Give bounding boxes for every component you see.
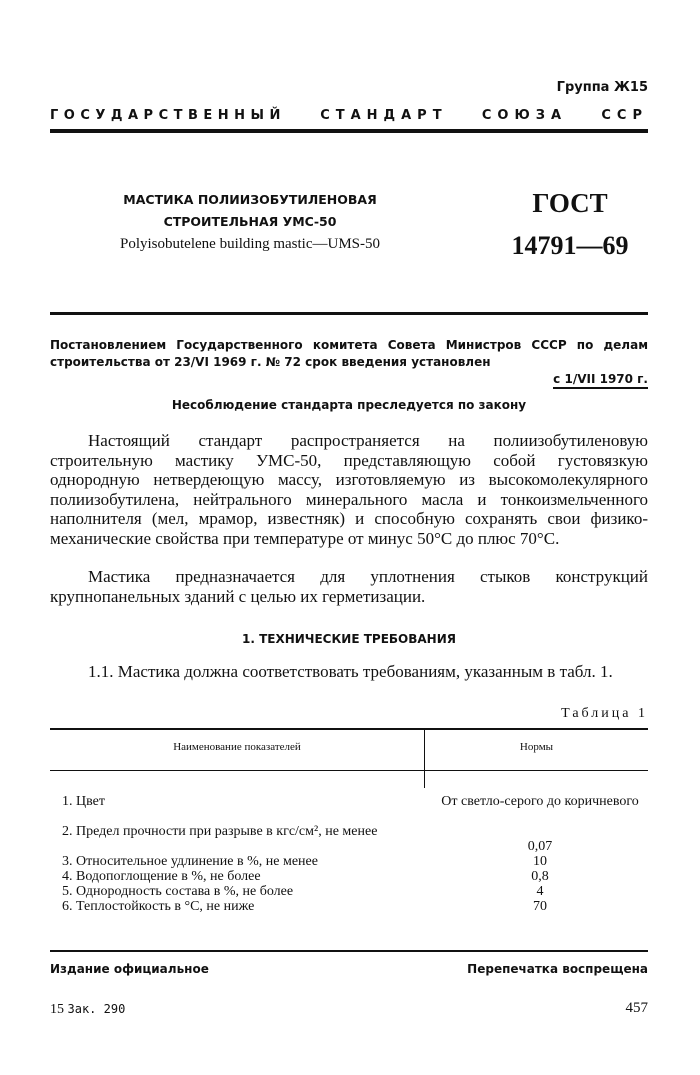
footer-rule xyxy=(50,950,648,952)
purpose-paragraph xyxy=(50,567,648,606)
column-header-name: Наименование показателей xyxy=(173,741,301,753)
table-column-divider xyxy=(424,730,425,788)
row-name: 4. Водопоглощение в %, не более xyxy=(62,869,261,884)
row-name: 6. Теплостойкость в °С, не ниже xyxy=(62,899,255,914)
header-rule xyxy=(50,129,648,133)
banner-word: ССР xyxy=(601,108,648,123)
table-header-rule xyxy=(50,770,648,771)
english-title: Polyisobutelene building mastic—UMS-50 xyxy=(120,236,380,252)
column-header-norms: Нормы xyxy=(519,741,554,753)
order-number: Зак. 290 xyxy=(67,1002,126,1016)
title-line-1: МАСТИКА ПОЛИИЗОБУТИЛЕНОВАЯ xyxy=(123,192,377,207)
page-number: 457 xyxy=(625,1000,648,1016)
requirements-table xyxy=(50,728,648,924)
banner-word: СТАНДАРТ xyxy=(320,108,448,123)
effective-date: с 1/VII 1970 г. xyxy=(553,372,648,389)
table-label: Таблица 1 xyxy=(561,706,648,721)
row-value: 10 xyxy=(533,854,547,869)
decree-text: Постановлением Государственного комитета Совета Министров СССР по делам строительства от 23/VI 1969 г. № 72 срок введения установлен xyxy=(50,338,648,369)
row-name: 1. Цвет xyxy=(62,794,105,809)
standard-banner xyxy=(50,108,648,123)
gost-label: ГОСТ xyxy=(532,188,608,218)
gost-number: 14791—69 xyxy=(511,231,629,260)
title-line-2: СТРОИТЕЛЬНАЯ УМС-50 xyxy=(163,214,337,229)
document-title xyxy=(100,189,400,233)
row-value: 0,07 xyxy=(527,839,553,854)
legal-warning: Несоблюдение стандарта преследуется по закону xyxy=(171,398,527,412)
row-value: 4 xyxy=(536,884,544,899)
reprint-notice: Перепечатка воспрещена xyxy=(467,962,648,976)
row-name: 2. Предел прочности при разрыве в кгс/см², не менее xyxy=(62,824,378,839)
purpose-text: Мастика предназначается для уплотнения стыков конструкций крупнопанельных зданий с целью их герметизации. xyxy=(50,567,648,606)
row-value: 70 xyxy=(533,899,547,914)
table-top-rule xyxy=(50,728,648,730)
row-value: От светло-серого до коричневого xyxy=(441,794,639,809)
banner-word: СОЮЗА xyxy=(481,108,568,123)
signature-number: 15 xyxy=(50,1002,64,1017)
row-name: 3. Относительное удлинение в %, не менее xyxy=(62,854,318,869)
official-edition: Издание официальное xyxy=(50,962,209,976)
row-value: 0,8 xyxy=(531,869,549,884)
intro-paragraph xyxy=(50,431,648,548)
print-signature xyxy=(50,1002,125,1018)
title-rule xyxy=(50,312,648,315)
requirement-paragraph xyxy=(50,662,648,682)
intro-text: Настоящий стандарт распространяется на полиизобутиленовую строительную мастику УМС-50, представляющую собой густовязкую однородную нетвердеющую массу, изготовляемую из высокомолекулярного полиизобутилена, нейтрального минерального масла и тонкоизмельченного наполнителя (мел, мрамор, известняк) и способную сохранять свои физико-механические свойства при температуре от минус 50°С до плюс 70°С. xyxy=(50,431,648,548)
group-code: Группа Ж15 xyxy=(556,80,648,95)
section-heading: 1. ТЕХНИЧЕСКИЕ ТРЕБОВАНИЯ xyxy=(241,632,457,646)
banner-word: ГОСУДАРСТВЕННЫЙ xyxy=(50,108,286,123)
requirement-text: 1.1. Мастика должна соответствовать требованиям, указанным в табл. 1. xyxy=(88,662,613,681)
row-name: 5. Однородность состава в %, не более xyxy=(62,884,294,899)
